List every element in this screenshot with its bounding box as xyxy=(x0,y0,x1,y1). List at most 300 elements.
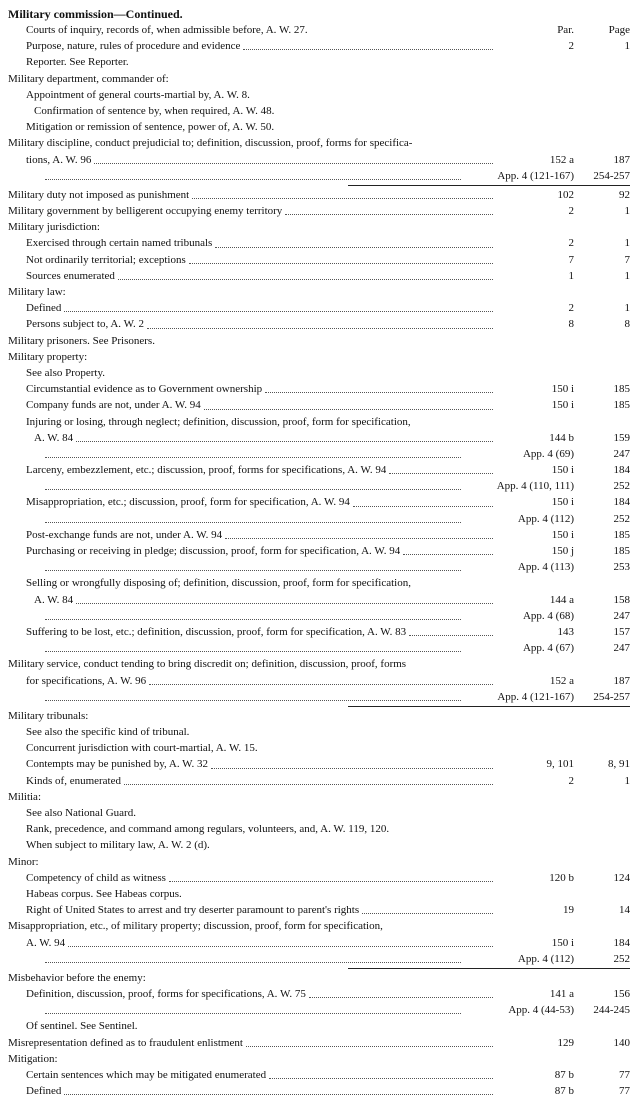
dot-leader xyxy=(64,300,493,312)
index-entry xyxy=(8,773,630,789)
dot-leader xyxy=(124,773,493,785)
entry-text: Purchasing or receiving in pledge; discussion, proof, form for specification, A. W. 94 xyxy=(26,545,401,557)
entry-text: Misappropriation, etc.; discussion, proof, form for specification, A. W. 94 xyxy=(26,496,350,509)
dot-leader xyxy=(392,821,493,833)
dot-leader xyxy=(147,316,493,328)
entry-text: Military prisoners. See Prisoners. xyxy=(8,334,155,347)
page-ref xyxy=(574,284,630,300)
paragraph-ref: 120 b xyxy=(549,871,574,884)
paragraph-ref: App. 4 (121-167) xyxy=(497,690,574,703)
paragraph-ref: 144 b xyxy=(549,431,574,444)
dot-leader xyxy=(414,575,493,587)
dot-leader xyxy=(149,970,493,982)
index-entry xyxy=(8,1018,630,1034)
page-ref: 187 xyxy=(613,674,630,687)
index-entry xyxy=(8,640,630,656)
paragraph-ref xyxy=(496,284,574,300)
page-ref: 77 xyxy=(619,1069,630,1081)
entry-text: Military discipline, conduct prejudicial to; definition, discussion, proof, forms for specifica- xyxy=(8,137,413,150)
dot-leader xyxy=(169,870,493,882)
page-ref: 1 xyxy=(624,774,630,787)
paragraph-ref xyxy=(496,740,574,756)
dot-leader xyxy=(149,673,493,685)
page-ref: 124 xyxy=(613,871,630,884)
page-ref: 140 xyxy=(613,1036,630,1049)
page-ref: 8 xyxy=(624,318,630,331)
dot-leader xyxy=(309,986,493,998)
page-ref xyxy=(574,656,630,672)
entry-text: Mitigation: xyxy=(8,1052,58,1065)
dot-leader xyxy=(362,902,493,914)
entry-text: Misappropriation, etc., of military property; discussion, proof, form for specification, xyxy=(8,920,383,933)
entry-text: Military tribunals: xyxy=(8,709,89,722)
paragraph-ref: App. 4 (121-167) xyxy=(497,169,574,182)
page-ref: 252 xyxy=(613,512,630,525)
index-entry xyxy=(8,902,630,918)
paragraph-ref xyxy=(496,837,574,853)
page-ref xyxy=(574,349,630,365)
entry-text: Militia: xyxy=(8,790,41,803)
dot-leader xyxy=(243,38,493,50)
dot-leader xyxy=(118,268,493,280)
page-ref: 185 xyxy=(613,399,630,412)
dot-leader xyxy=(311,22,493,34)
dot-leader xyxy=(91,708,493,720)
paragraph-ref: App. 4 (112) xyxy=(517,512,574,525)
entry-text: Misrepresentation defined as to fraudulent enlistment xyxy=(8,1036,243,1049)
dot-leader xyxy=(44,789,493,801)
entry-text: Military law: xyxy=(8,286,66,298)
index-entry xyxy=(8,168,630,184)
entry-text: See also the specific kind of tribunal. xyxy=(26,726,190,739)
dot-leader xyxy=(158,333,493,345)
page-ref xyxy=(574,708,630,724)
paragraph-ref xyxy=(496,119,574,135)
page-ref xyxy=(574,805,630,821)
dot-leader xyxy=(45,478,461,490)
paragraph-ref: App. 4 (113) xyxy=(517,561,574,574)
index-entry xyxy=(8,1002,630,1018)
index-entry xyxy=(8,511,630,527)
entry-text: See also National Guard. xyxy=(26,807,136,819)
page-ref xyxy=(574,365,630,381)
entry-text: Not ordinarily territorial; exceptions xyxy=(26,253,186,266)
entry-text: Military department, commander of: xyxy=(8,72,169,85)
entry-text: When subject to military law, A. W. 2 (d). xyxy=(26,839,210,852)
page-ref xyxy=(574,970,630,986)
page-ref xyxy=(574,71,630,87)
page-ref xyxy=(574,87,630,103)
index-entry xyxy=(8,333,630,349)
entry-text: Military duty not imposed as punishment xyxy=(8,188,190,201)
dot-leader xyxy=(141,1018,493,1030)
dot-leader xyxy=(61,1051,494,1063)
dot-leader xyxy=(225,527,493,539)
page-ref xyxy=(574,886,630,902)
entry-text: Right of United States to arrest and try deserter paramount to parent's rights xyxy=(26,904,360,917)
paragraph-ref: 150 i xyxy=(551,383,574,396)
page-ref: 77 xyxy=(619,1085,630,1098)
dot-leader xyxy=(76,430,493,442)
paragraph-ref: 144 a xyxy=(549,593,574,606)
index-entry xyxy=(8,219,630,235)
entry-text: Concurrent jurisdiction with court-martial, A. W. 15. xyxy=(26,742,258,755)
paragraph-ref xyxy=(496,1018,574,1034)
entry-text: Defined xyxy=(26,1085,62,1098)
dot-leader xyxy=(204,397,493,409)
page-ref xyxy=(574,854,630,870)
dot-leader xyxy=(386,918,493,930)
dot-leader xyxy=(261,740,493,752)
index-entry xyxy=(8,821,630,837)
index-entry xyxy=(8,870,630,886)
index-entry xyxy=(8,592,630,608)
entry-text: Contempts may be punished by, A. W. 32 xyxy=(26,758,209,771)
dot-leader xyxy=(94,152,493,164)
index-entry xyxy=(8,203,630,219)
entry-text: A. W. 94 xyxy=(26,936,66,949)
page-ref: 247 xyxy=(613,447,630,460)
index-entry xyxy=(8,543,630,559)
entry-text: Injuring or losing, through neglect; definition, discussion, proof, form for specification, xyxy=(26,415,411,428)
paragraph-ref xyxy=(496,656,574,672)
index-entry xyxy=(8,152,630,168)
index-entries xyxy=(8,22,630,1099)
section-rule xyxy=(348,706,630,707)
page-ref xyxy=(574,135,630,151)
index-entry xyxy=(8,462,630,478)
page-ref: 157 xyxy=(613,625,630,638)
paragraph-ref: 87 b xyxy=(554,1069,574,1081)
entry-text: Reporter. See Reporter. xyxy=(26,56,129,69)
dot-leader xyxy=(269,1067,493,1079)
dot-leader xyxy=(45,608,461,620)
paragraph-ref xyxy=(496,349,574,365)
entry-text: Competency of child as witness xyxy=(26,871,166,884)
entry-text: Suffering to be lost, etc.; definition, discussion, proof, form for specification, A. W. 83 xyxy=(26,625,407,638)
index-entry xyxy=(8,854,630,870)
paragraph-ref: 1 xyxy=(568,269,574,282)
dot-leader xyxy=(189,252,493,264)
paragraph-ref xyxy=(496,365,574,381)
paragraph-ref: 150 j xyxy=(551,545,574,557)
index-entry xyxy=(8,608,630,624)
paragraph-ref: 150 i xyxy=(551,496,574,509)
entry-text: Kinds of, enumerated xyxy=(26,774,121,787)
page-ref: 92 xyxy=(619,188,630,201)
entry-text: Persons subject to, A. W. 2 xyxy=(26,318,144,331)
index-entry xyxy=(8,365,630,381)
dot-leader xyxy=(213,837,493,849)
paragraph-ref: 129 xyxy=(557,1036,574,1049)
entry-text: Confirmation of sentence by, when required, A. W. 48. xyxy=(34,104,275,117)
page-ref: 252 xyxy=(613,952,630,965)
paragraph-ref xyxy=(496,54,574,70)
paragraph-ref xyxy=(496,103,574,119)
index-entry xyxy=(8,235,630,251)
paragraph-ref: App. 4 (67) xyxy=(522,642,574,655)
page-ref: 254-257 xyxy=(593,169,630,182)
index-entry xyxy=(8,624,630,640)
entry-text: Of sentinel. See Sentinel. xyxy=(26,1020,138,1033)
page-ref: 244-245 xyxy=(593,1004,630,1017)
paragraph-ref xyxy=(496,87,574,103)
entry-text: Larceny, embezzlement, etc.; discussion, proof, forms for specifications, A. W. 94 xyxy=(26,464,387,477)
page-ref xyxy=(574,54,630,70)
index-entry xyxy=(8,381,630,397)
paragraph-ref xyxy=(496,970,574,986)
dot-leader xyxy=(45,1002,461,1014)
index-entry xyxy=(8,918,630,934)
dot-leader xyxy=(64,1083,493,1095)
page-ref: 1 xyxy=(624,237,630,250)
paragraph-ref xyxy=(496,724,574,740)
index-entry xyxy=(8,103,630,119)
dot-leader xyxy=(409,624,493,636)
index-entry xyxy=(8,559,630,575)
page-ref: 8, 91 xyxy=(608,758,630,771)
paragraph-ref xyxy=(496,22,574,38)
dot-leader xyxy=(403,543,493,555)
paragraph-ref: 2 xyxy=(568,774,574,787)
index-entry xyxy=(8,986,630,1002)
paragraph-ref: 19 xyxy=(563,904,574,917)
entry-text: Sources enumerated xyxy=(26,269,115,282)
index-entry xyxy=(8,349,630,365)
dot-leader xyxy=(69,284,493,296)
index-entry xyxy=(8,252,630,268)
page-ref xyxy=(574,1051,630,1067)
dot-leader xyxy=(45,640,461,652)
entry-text: Purpose, nature, rules of procedure and evidence xyxy=(26,40,241,53)
index-entry xyxy=(8,446,630,462)
index-entry xyxy=(8,494,630,510)
dot-leader xyxy=(68,935,493,947)
entry-text: Post-exchange funds are not, under A. W. 94 xyxy=(26,528,223,541)
page-ref xyxy=(574,740,630,756)
index-entry xyxy=(8,789,630,805)
paragraph-ref xyxy=(496,1051,574,1067)
index-entry xyxy=(8,38,630,54)
index-entry xyxy=(8,724,630,740)
dot-leader xyxy=(253,87,493,99)
entry-text: Company funds are not, under A. W. 94 xyxy=(26,399,201,412)
page-ref xyxy=(574,119,630,135)
dot-leader xyxy=(45,689,461,701)
entry-text: Military government by belligerent occupying enemy territory xyxy=(8,205,283,218)
section-rule xyxy=(348,968,630,969)
page-ref xyxy=(574,821,630,837)
dot-leader xyxy=(45,559,461,571)
index-entry xyxy=(8,886,630,902)
paragraph-ref: App. 4 (110, 111) xyxy=(496,480,574,493)
paragraph-ref: 143 xyxy=(557,625,574,638)
index-entry xyxy=(8,1083,630,1099)
page-ref xyxy=(574,22,630,38)
entry-text: Defined xyxy=(26,302,62,315)
paragraph-ref xyxy=(496,886,574,902)
index-entry xyxy=(8,414,630,430)
index-entry xyxy=(8,805,630,821)
index-entry xyxy=(8,708,630,724)
page-ref: 185 xyxy=(613,383,630,396)
dot-leader xyxy=(415,135,493,147)
dot-leader xyxy=(90,349,493,361)
index-entry xyxy=(8,135,630,151)
dot-leader xyxy=(277,119,493,131)
dot-leader xyxy=(42,854,493,866)
dot-leader xyxy=(76,592,493,604)
dot-leader xyxy=(246,1035,493,1047)
dot-leader xyxy=(409,656,493,668)
dot-leader xyxy=(108,365,493,377)
paragraph-ref: 2 xyxy=(568,237,574,250)
page-ref: 184 xyxy=(613,464,630,477)
page-ref: 184 xyxy=(613,936,630,949)
entry-text: Habeas corpus. See Habeas corpus. xyxy=(26,887,182,900)
paragraph-ref: 7 xyxy=(568,253,574,266)
index-entry xyxy=(8,951,630,967)
page-ref: 254-257 xyxy=(593,690,630,703)
dot-leader xyxy=(172,71,493,83)
paragraph-ref: App. 4 (68) xyxy=(522,609,574,622)
page-ref: 252 xyxy=(613,480,630,493)
entry-text: Selling or wrongfully disposing of; definition, discussion, proof, form for specification, xyxy=(26,577,411,590)
paragraph-ref: 152 a xyxy=(549,153,574,166)
page-ref: 159 xyxy=(613,431,630,444)
paragraph-ref: 9, 101 xyxy=(546,758,574,771)
entry-text: tions, A. W. 96 xyxy=(26,153,92,166)
dot-leader xyxy=(103,219,493,231)
paragraph-ref xyxy=(496,333,574,349)
page-column-header: Page xyxy=(608,24,630,36)
paragraph-ref xyxy=(496,71,574,87)
entry-text: A. W. 84 xyxy=(34,593,74,606)
dot-leader xyxy=(192,187,493,199)
dot-leader xyxy=(265,381,493,393)
index-entry xyxy=(8,478,630,494)
entry-text: Misbehavior before the enemy: xyxy=(8,971,146,984)
page-ref: 1 xyxy=(624,302,630,315)
dot-leader xyxy=(45,951,461,963)
page-ref: 187 xyxy=(613,153,630,166)
paragraph-ref: App. 4 (69) xyxy=(522,447,574,460)
dot-leader xyxy=(132,54,493,66)
paragraph-ref: 2 xyxy=(568,40,574,53)
paragraph-ref: 2 xyxy=(568,205,574,218)
paragraph-ref xyxy=(496,135,574,151)
page-ref xyxy=(574,219,630,235)
page-ref: 1 xyxy=(624,269,630,282)
dot-leader xyxy=(389,462,493,474)
par-column-header: Par. xyxy=(557,24,574,36)
index-entry xyxy=(8,284,630,300)
page-ref xyxy=(574,575,630,591)
index-entry xyxy=(8,1051,630,1067)
paragraph-ref: 8 xyxy=(568,318,574,331)
index-entry xyxy=(8,119,630,135)
dot-leader xyxy=(285,203,493,215)
index-entry xyxy=(8,756,630,772)
index-entry xyxy=(8,1035,630,1051)
paragraph-ref xyxy=(496,789,574,805)
page-ref xyxy=(574,837,630,853)
index-entry xyxy=(8,268,630,284)
dot-leader xyxy=(353,494,493,506)
index-entry xyxy=(8,1067,630,1083)
paragraph-ref: 102 xyxy=(557,188,574,201)
entry-text: Rank, precedence, and command among regulars, volunteers, and, A. W. 119, 120. xyxy=(26,823,390,836)
page-ref: 14 xyxy=(619,904,630,917)
entry-text: See also Property. xyxy=(26,366,106,379)
page-ref: 156 xyxy=(613,988,630,1001)
dot-leader xyxy=(45,511,461,523)
paragraph-ref xyxy=(496,708,574,724)
paragraph-ref xyxy=(496,821,574,837)
paragraph-ref: 141 a xyxy=(549,988,574,1001)
page-ref: 185 xyxy=(613,528,630,541)
index-entry xyxy=(8,87,630,103)
page-ref xyxy=(574,918,630,934)
dot-leader xyxy=(45,168,461,180)
page-ref: 158 xyxy=(613,593,630,606)
dot-leader xyxy=(45,446,461,458)
index-entry xyxy=(8,22,630,38)
paragraph-ref: 150 i xyxy=(551,528,574,541)
page-ref: 1 xyxy=(624,205,630,218)
entry-text: Minor: xyxy=(8,855,39,868)
dot-leader xyxy=(192,724,493,736)
page-ref: 1 xyxy=(624,40,630,53)
page-ref: 247 xyxy=(613,642,630,655)
paragraph-ref xyxy=(496,918,574,934)
page-ref: 247 xyxy=(613,609,630,622)
paragraph-ref xyxy=(496,219,574,235)
index-entry xyxy=(8,935,630,951)
page-ref: 184 xyxy=(613,496,630,509)
dot-leader xyxy=(277,103,493,115)
index-entry xyxy=(8,689,630,705)
page-ref xyxy=(574,789,630,805)
dot-leader xyxy=(211,756,493,768)
paragraph-ref: 150 i xyxy=(551,464,574,477)
index-entry xyxy=(8,575,630,591)
entry-text: Military service, conduct tending to bring discredit on; definition, discussion, proof, forms xyxy=(8,658,407,671)
index-entry xyxy=(8,71,630,87)
index-entry xyxy=(8,430,630,446)
entry-text: Military property: xyxy=(8,350,88,363)
paragraph-ref xyxy=(496,854,574,870)
paragraph-ref: App. 4 (112) xyxy=(517,952,574,965)
paragraph-ref: 150 i xyxy=(551,399,574,412)
index-entry xyxy=(8,54,630,70)
paragraph-ref: App. 4 (44-53) xyxy=(508,1004,574,1017)
index-entry xyxy=(8,527,630,543)
paragraph-ref: 87 b xyxy=(554,1085,574,1098)
entry-text: Certain sentences which may be mitigated enumerated xyxy=(26,1069,267,1081)
paragraph-ref: 2 xyxy=(568,302,574,315)
index-entry xyxy=(8,740,630,756)
entry-text: for specifications, A. W. 96 xyxy=(26,674,147,687)
paragraph-ref: 152 a xyxy=(549,674,574,687)
index-entry xyxy=(8,673,630,689)
entry-text: Mitigation or remission of sentence, power of, A. W. 50. xyxy=(26,121,275,134)
page-ref xyxy=(574,414,630,430)
index-entry xyxy=(8,187,630,203)
paragraph-ref: 150 i xyxy=(551,936,574,949)
index-entry xyxy=(8,837,630,853)
index-entry xyxy=(8,316,630,332)
